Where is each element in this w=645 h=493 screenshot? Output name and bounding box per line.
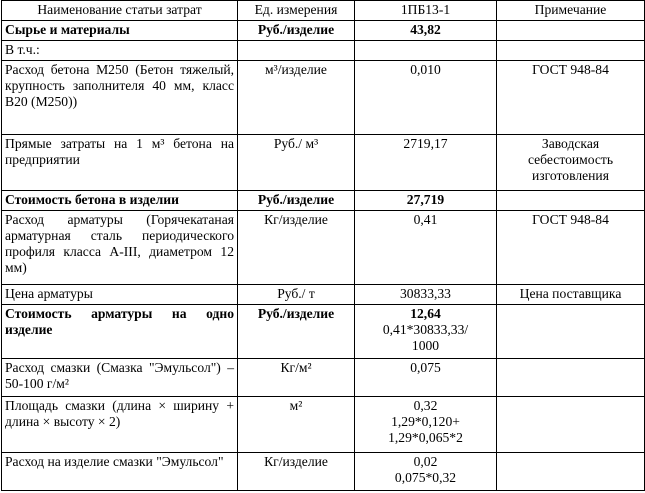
table-row [2,41,645,61]
row-unit: Руб./изделие [238,191,355,211]
row-name: Расход смазки (Смазка "Эмульсол") – 50-100 г/м² [2,359,238,397]
row-name: Сырье и материалы [2,21,238,41]
table-row [2,397,645,453]
row-unit: Руб./ т [238,285,355,305]
row-value: 12,64 [410,306,441,321]
row-unit: Руб./изделие [238,21,355,41]
table-row [2,211,645,285]
row-unit: Кг/м² [238,359,355,397]
table-row [2,135,645,191]
row-value-cell [355,453,497,491]
row-note [497,397,645,453]
header-product: 1ПБ13-1 [355,1,497,21]
row-note [497,359,645,397]
row-name: Расход арматуры (Горячекатаная арматурная сталь периодического профиля класса А-III, диаметром 12 мм) [2,211,238,285]
row-value: 43,82 [355,21,497,41]
row-value: 0,32 [413,398,438,413]
row-unit: Руб./изделие [238,305,355,359]
row-value-formula: 1,29*0,120+ 1,29*0,065*2 [388,414,463,445]
row-unit: Кг/изделие [238,211,355,285]
table-row [2,453,645,491]
row-name: Прямые затраты на 1 м³ бетона на предприятии [2,135,238,191]
row-note: Цена поставщика [497,285,645,305]
row-value: 27,719 [355,191,497,211]
row-name: Площадь смазки (длина × ширину + длина × высоту × 2) [2,397,238,453]
row-note: Заводская себестоимость изготовления [497,135,645,191]
row-value-formula: 0,41*30833,33/ 1000 [382,322,469,353]
header-cost-item: Наименование статьи затрат [2,1,238,21]
row-name: Расход бетона М250 (Бетон тяжелый, крупность заполнителя 40 мм, класс В20 (М250)) [2,61,238,135]
row-unit [238,41,355,61]
row-note [497,453,645,491]
row-name: Стоимость бетона в изделии [2,191,238,211]
cost-table [1,0,645,491]
table-header-row [2,1,645,21]
table-row [2,359,645,397]
table-row [2,285,645,305]
row-value: 0,075 [355,359,497,397]
row-name: Стоимость арматуры на одно изделие [2,305,238,359]
row-value: 2719,17 [355,135,497,191]
table-row [2,61,645,135]
row-value: 0,41 [355,211,497,285]
row-note [497,21,645,41]
row-unit: Руб./ м³ [238,135,355,191]
row-unit: Кг/изделие [238,453,355,491]
row-note: ГОСТ 948-84 [497,61,645,135]
row-value: 0,010 [355,61,497,135]
row-unit: м³/изделие [238,61,355,135]
row-note [497,41,645,61]
row-unit: м² [238,397,355,453]
header-unit: Ед. измерения [238,1,355,21]
row-value-cell [355,305,497,359]
row-name: В т.ч.: [2,41,238,61]
row-note: ГОСТ 948-84 [497,211,645,285]
row-note [497,305,645,359]
table-row [2,21,645,41]
row-name: Расход на изделие смазки "Эмульсол" [2,453,238,491]
row-value-formula: 0,075*0,32 [394,470,457,485]
row-note [497,191,645,211]
row-value: 0,02 [413,454,438,469]
row-name: Цена арматуры [2,285,238,305]
row-value-cell [355,397,497,453]
header-note: Примечание [497,1,645,21]
row-value: 30833,33 [355,285,497,305]
table-row [2,191,645,211]
table-row [2,305,645,359]
row-value [355,41,497,61]
